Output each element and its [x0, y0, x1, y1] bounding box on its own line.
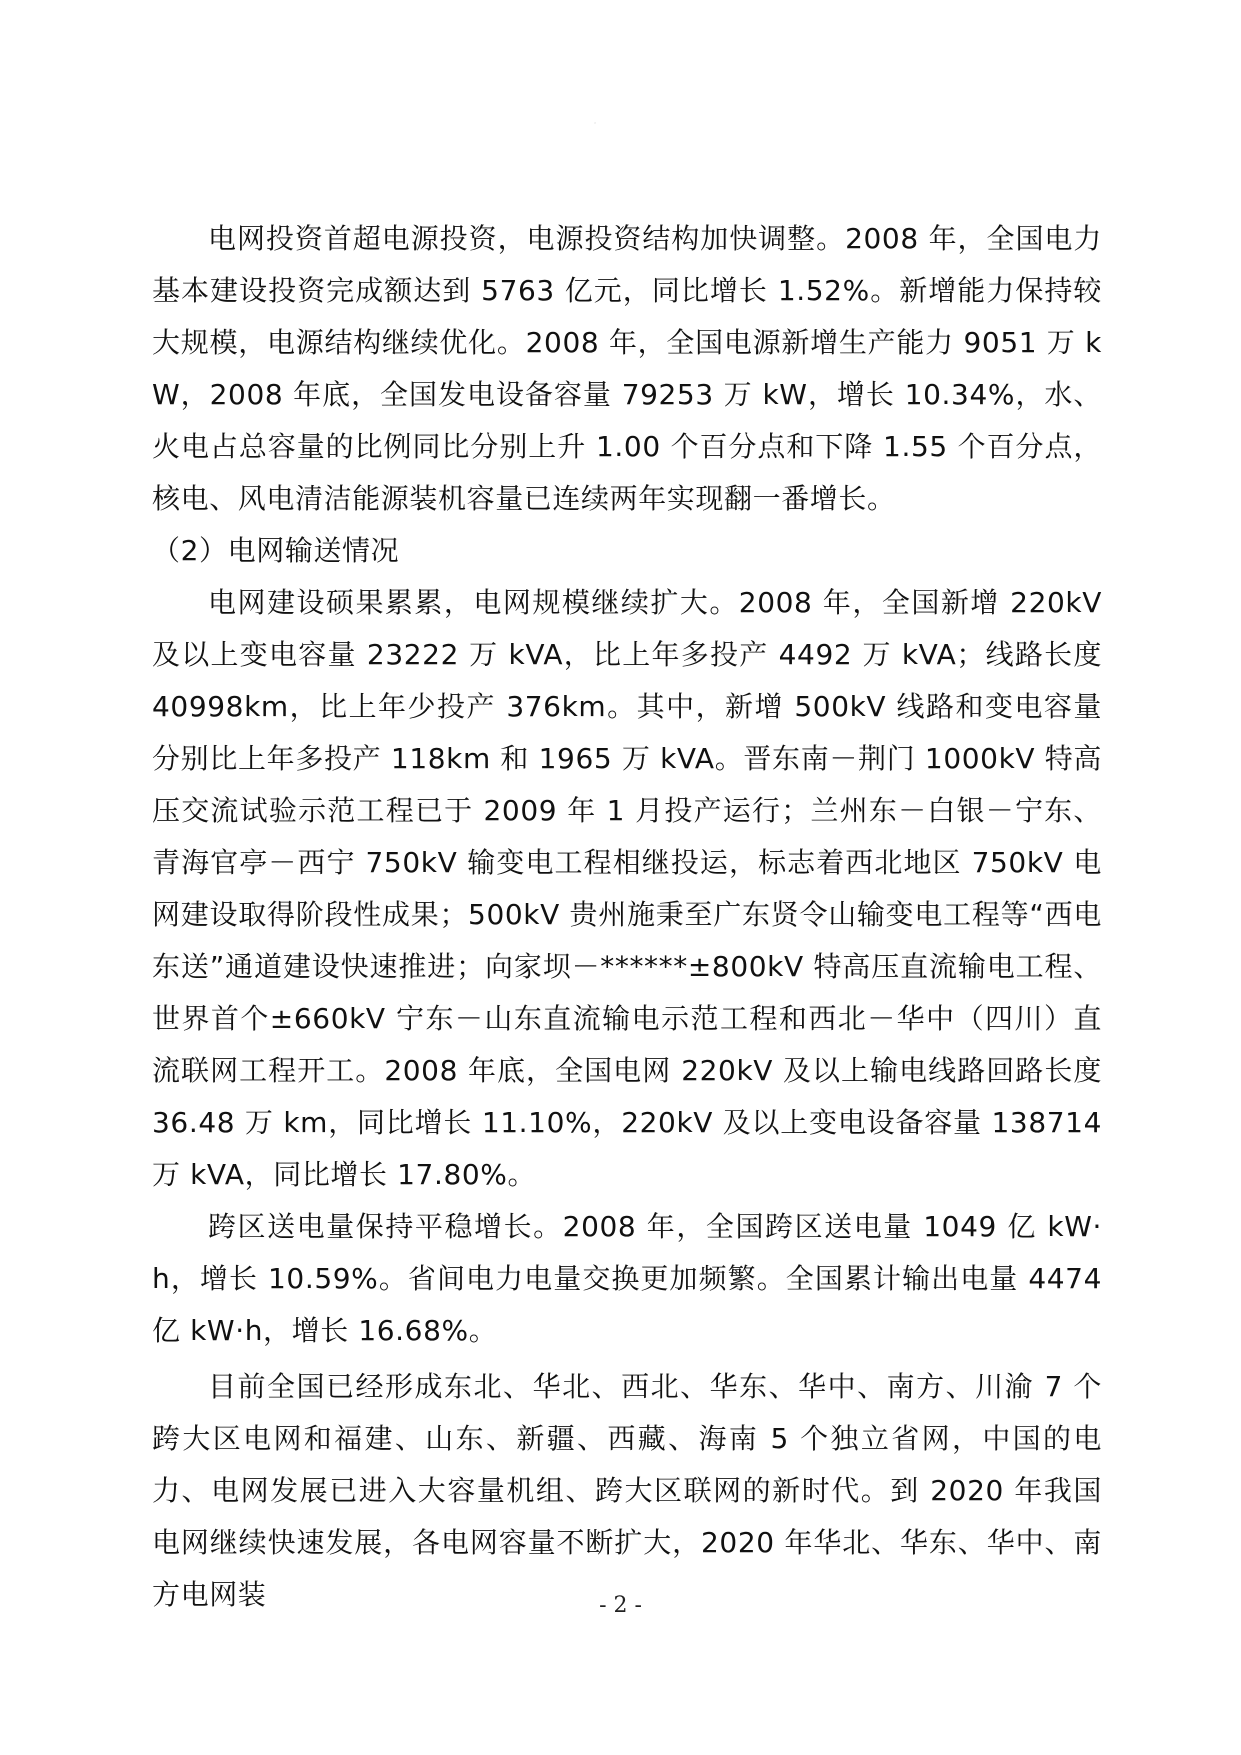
paragraph-investment: 电网投资首超电源投资，电源投资结构加快调整。2008 年，全国电力基本建设投资完成额达到 5763 亿元，同比增长 1.52%。新增能力保持较大规模，电源结构继续优化。2008 年，全国电源新增生产能力 9051 万 kW，2008 年底，全国发电设备容量 79253 万 kW，增长 10.34%，水、火电占总容量的比例同比分别上升 1.00 个百分点和下降 1.55 个百分点，核电、风电清洁能源装机容量已连续两年实现翻一番增长。 — [152, 222, 1102, 515]
top-mark: ″ — [594, 122, 597, 129]
paragraph-grid-construction: 电网建设硕果累累，电网规模继续扩大。2008 年，全国新增 220kV 及以上变电容量 23222 万 kVA，比上年多投产 4492 万 kVA；线路长度 40998km，比上年少投产 376km。其中，新增 500kV 线路和变电容量分别比上年多投产 118km 和 1965 万 kVA。晋东南－荆门 1000kV 特高压交流试验示范工程已于 2009 年 1 月投产运行；兰州东－白银－宁东、青海官亭－西宁 750kV 输变电工程相继投运，标志着西北地区 750kV 电网建设取得阶段性成果；500kV 贵州施秉至广东贤令山输变电工程等“西电东送”通道建设快速推进；向家坝－******±800kV 特高压直流输电工程、世界首个±660kV 宁东－山东直流输电示范工程和西北－华中（四川）直流联网工程开工。2008 年底，全国电网 220kV 及以上输电线路回路长度 36.48 万 km，同比增长 11.10%，220kV 及以上变电设备容量 138714 万 kVA，同比增长 17.80%。 — [152, 586, 1102, 1191]
body-text — [152, 213, 1102, 1621]
paragraph-current-grid: 目前全国已经形成东北、华北、西北、华东、华中、南方、川渝 7 个跨大区电网和福建、山东、新疆、西藏、海南 5 个独立省网，中国的电力、电网发展已进入大容量机组、跨大区联网的新时代。到 2020 年我国电网继续快速发展，各电网容量不断扩大，2020 年华北、华东、华中、南方电网装 — [152, 1370, 1102, 1611]
section-heading: （2）电网输送情况 — [152, 534, 400, 567]
page-number: - 2 - — [599, 1593, 642, 1618]
paragraph-cross-region: 跨区送电量保持平稳增长。2008 年，全国跨区送电量 1049 亿 kW·h，增长 10.59%。省间电力电量交换更加频繁。全国累计输出电量 4474 亿 kW·h，增长 16.68%。 — [152, 1210, 1102, 1347]
